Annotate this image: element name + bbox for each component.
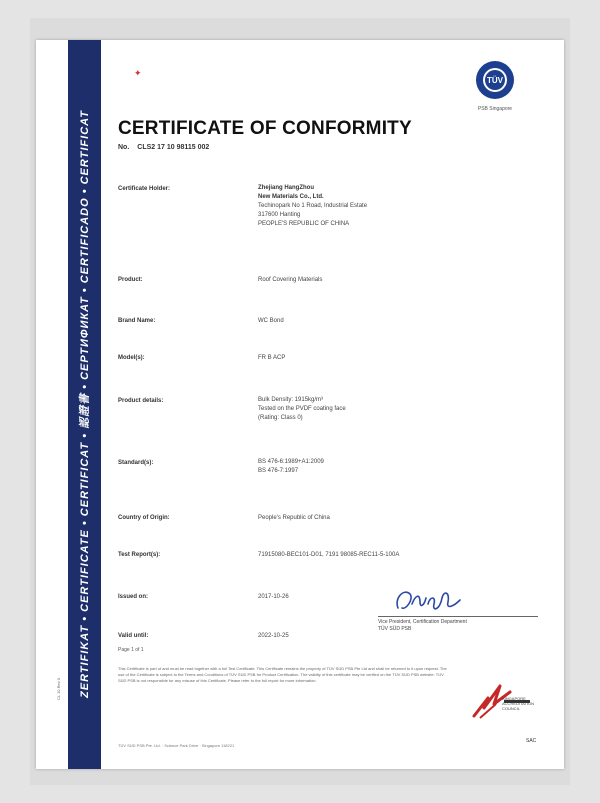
holder-address-line3: PEOPLE'S REPUBLIC OF CHINA bbox=[258, 221, 350, 227]
standards-value bbox=[258, 458, 324, 476]
brand-label: Brand Name: bbox=[118, 318, 156, 324]
signature-line bbox=[378, 616, 538, 617]
holder-value bbox=[258, 184, 367, 229]
seal-number: SAC bbox=[526, 738, 537, 744]
issued-label: Issued on: bbox=[118, 594, 149, 600]
logo-caption: PSB Singapore bbox=[477, 106, 513, 112]
logo-text: TÜV bbox=[487, 76, 503, 85]
tuv-logo-icon bbox=[475, 60, 515, 100]
models-value: FR B ACP bbox=[258, 355, 286, 361]
signature-caption bbox=[378, 619, 467, 633]
decorative-mark: ✦ bbox=[134, 68, 142, 78]
details-line1: Bulk Density: 1915kg/m³ bbox=[258, 397, 324, 403]
models-label: Model(s): bbox=[118, 355, 145, 361]
origin-label: Country of Origin: bbox=[118, 515, 170, 521]
product-value: Roof Covering Materials bbox=[258, 277, 323, 283]
document-id: CL 10 Rev 0 bbox=[56, 677, 61, 700]
details-label: Product details: bbox=[118, 398, 164, 404]
footer-address: TÜV SÜD PSB Pte. Ltd. · Science Park Drive · Singapore 118221 bbox=[118, 743, 235, 748]
holder-address-line2: 317600 Hanting bbox=[258, 212, 301, 218]
certificate-side-band bbox=[68, 40, 101, 769]
holder-address-line1: Techinopark No 1 Road, Industrial Estate bbox=[258, 203, 368, 209]
holder-label: Certificate Holder: bbox=[118, 186, 171, 192]
test-report-label: Test Report(s): bbox=[118, 552, 161, 558]
seal-text: SINGAPORE ACCREDITATION COUNCIL bbox=[502, 696, 535, 711]
signatory-org: TÜV SÜD PSB bbox=[378, 626, 412, 632]
standards-line2: BS 476-7:1997 bbox=[258, 468, 299, 474]
brand-value: WC Bond bbox=[258, 318, 284, 324]
details-line3: (Rating: Class 0) bbox=[258, 415, 303, 421]
holder-name-line2: New Materials Co., Ltd. bbox=[258, 194, 324, 200]
holder-name-line1: Zhejiang HangZhou bbox=[258, 185, 314, 191]
certificate-number-value: CLS2 17 10 98115 002 bbox=[137, 144, 210, 151]
fine-print: This Certificate is part of and must be read together with a full Test Certificate. This Certificate remains the property of TÜV SÜD PSB Pte Ltd and shall be returned to it upon request. The use of the Certificate is subject to the Terms and Conditions of TÜV SÜD PSB for Product Certification. The validity of this certificate may be verified on the TÜV SÜD PSB website. TÜV SÜD PSB is not responsible for any misuse of this Certificate. Please refer to the full report for more information. bbox=[118, 666, 447, 683]
issued-value: 2017-10-26 bbox=[258, 594, 289, 600]
test-report-value: 71915080-BEC101-D01, 7191 98085-REC11-5-100A bbox=[258, 552, 400, 558]
page-number: Page 1 of 1 bbox=[118, 647, 144, 653]
origin-value: People's Republic of China bbox=[258, 515, 330, 521]
product-label: Product: bbox=[118, 277, 143, 283]
band-text: ZERTIFIKAT • CERTIFICATE • CERTIFICAT • 認證書 • СЕРТИФИКАТ • CERTIFICADO • CERTIFICAT bbox=[79, 110, 91, 698]
valid-label: Valid until: bbox=[118, 633, 149, 639]
certificate-number-label: No. bbox=[118, 144, 130, 151]
standards-label: Standard(s): bbox=[118, 460, 154, 466]
signature-icon bbox=[390, 584, 470, 618]
signatory-role: Vice President, Certification Department bbox=[378, 619, 467, 625]
details-line2: Tested on the PVDF coating face bbox=[258, 406, 346, 412]
standards-line1: BS 476-6:1989+A1:2009 bbox=[258, 459, 324, 465]
details-value bbox=[258, 396, 346, 423]
certificate-title: CERTIFICATE OF CONFORMITY bbox=[118, 118, 412, 139]
certificate-number bbox=[118, 144, 217, 151]
valid-value: 2022-10-25 bbox=[258, 633, 289, 639]
